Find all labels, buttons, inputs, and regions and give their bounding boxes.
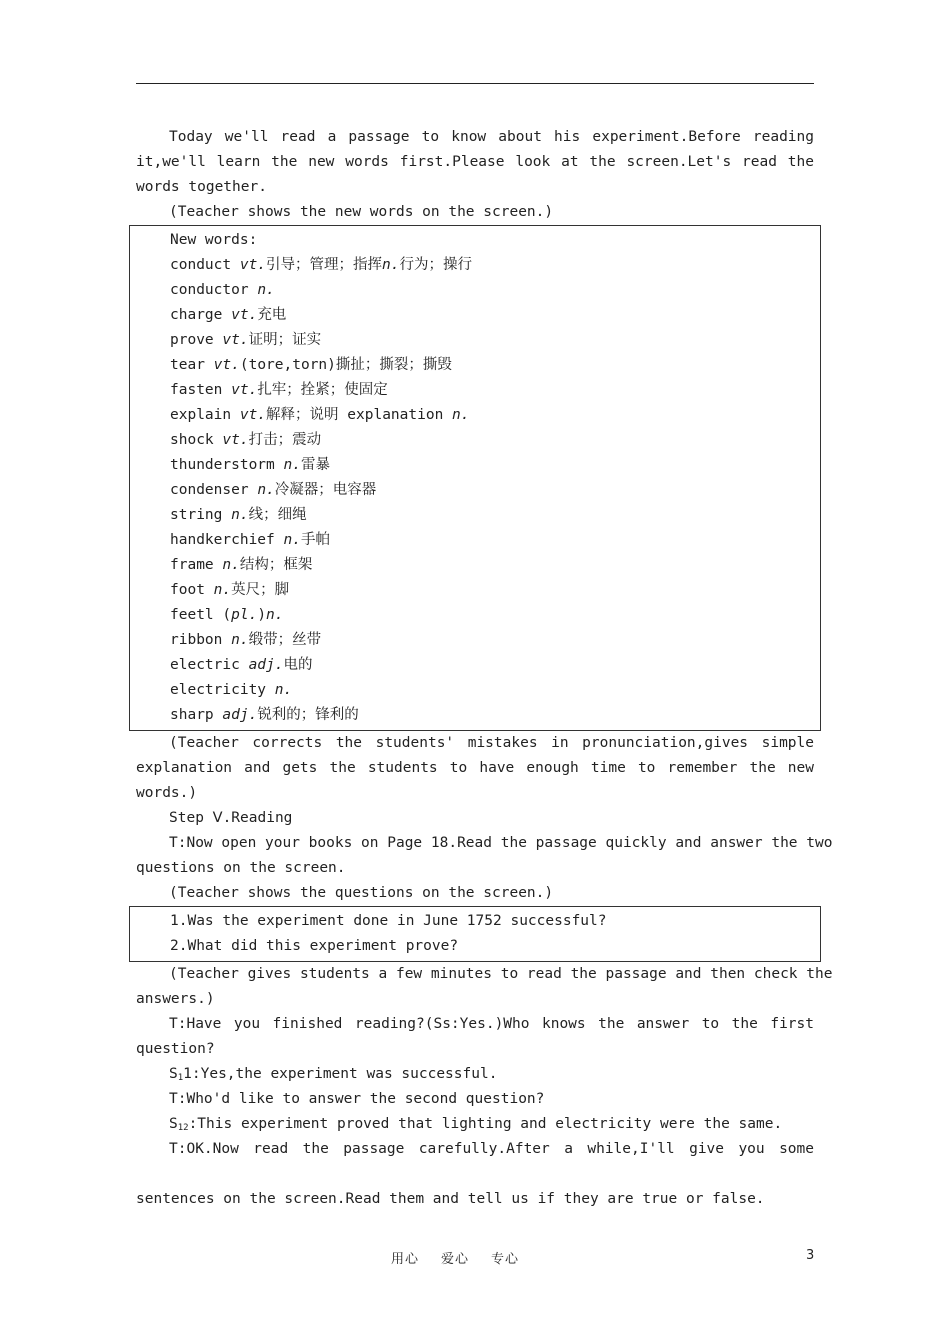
speaker-label: S [169, 1116, 178, 1132]
vocab-word: foot [170, 582, 214, 598]
vocab-item [170, 628, 820, 653]
gives-minutes-line-1: (Teacher gives students a few minutes to read the passage and then check the [169, 966, 833, 982]
ok-now-line-2: sentences on the screen.Read them and tell us if they are true or false. [136, 1191, 765, 1207]
vocab-word: sharp [170, 707, 223, 723]
note-shows-words: (Teacher shows the new words on the screen.) [169, 204, 554, 220]
vocab-word: thunderstorm [170, 457, 284, 473]
part-of-speech: vt. [222, 432, 249, 448]
meaning: 缎带；丝带 [248, 632, 322, 648]
new-words-heading: New words: [170, 232, 258, 248]
open-books-line-1: T:Now open your books on Page 18.Read the passage quickly and answer the two [169, 835, 833, 851]
speaker-subscript: 1 [177, 1073, 184, 1083]
vocab-item [170, 403, 820, 428]
part-of-speech: vt. [231, 307, 258, 323]
part-of-speech: n. [452, 407, 470, 423]
vocab-word: fasten [170, 382, 232, 398]
intro-line-2: it,we'll learn the new words first.Please look at the screen.Let's read the [136, 154, 814, 170]
vocab-item [170, 428, 820, 453]
vocab-word: string [170, 507, 232, 523]
vocab-word: conduct [170, 257, 240, 273]
meaning: 锐利的；锋利的 [257, 707, 359, 723]
new-words-box [129, 225, 821, 731]
vocab-item [170, 528, 820, 553]
intro-line-3: words together. [136, 179, 267, 195]
motto-word: 爱心 [441, 1252, 470, 1267]
document-body [136, 125, 833, 1212]
speaker-subscript: 12 [177, 1123, 189, 1133]
step-heading: Step Ⅴ.Reading [169, 810, 293, 826]
open-books-line-2: questions on the screen. [136, 860, 346, 876]
student-1-answer [136, 1062, 814, 1087]
meaning: 行为；操行 [399, 257, 473, 273]
vocab-word: charge [170, 307, 232, 323]
meaning: 证明；证实 [248, 332, 322, 348]
part-of-speech: adj. [248, 657, 284, 673]
meaning: ) [257, 607, 267, 623]
vocab-word: condenser [170, 482, 258, 498]
header-rule [136, 83, 814, 84]
vocab-word: electricity [170, 682, 275, 698]
corrects-line-1: (Teacher corrects the students' mistakes in pronunciation,gives simple [169, 735, 814, 751]
meaning: 电的 [283, 657, 313, 673]
page-number: 3 [806, 1248, 815, 1263]
part-of-speech: n. [274, 682, 293, 698]
vocab-word: feetl ( [170, 607, 232, 623]
vocab-word: tear [170, 357, 214, 373]
speaker-label: S [169, 1066, 178, 1082]
part-of-speech: n. [231, 632, 249, 648]
part-of-speech: vt. [239, 257, 267, 273]
teacher-second-question: T:Who'd like to answer the second question? [169, 1091, 545, 1107]
meaning: 充电 [257, 307, 287, 323]
meaning: 引导；管理；指挥 [266, 257, 383, 273]
part-of-speech: n. [382, 257, 400, 273]
answer-text: :This experiment proved that lighting and electricity were the same. [188, 1116, 783, 1132]
part-of-speech: n. [266, 607, 284, 623]
meaning: 雷暴 [300, 457, 330, 473]
vocab-item [170, 653, 820, 678]
meaning: 打击；震动 [248, 432, 322, 448]
motto-word: 用心 [391, 1252, 420, 1267]
vocab-word: electric [170, 657, 249, 673]
meaning: 解释；说明 explanation [266, 407, 453, 423]
part-of-speech: adj. [222, 707, 258, 723]
vocab-item [170, 678, 820, 703]
vocab-item [170, 253, 820, 278]
meaning: 英尺；脚 [231, 582, 290, 598]
vocab-item [170, 703, 820, 728]
vocab-item [170, 578, 820, 603]
vocab-word: shock [170, 432, 223, 448]
part-of-speech: vt. [231, 382, 258, 398]
vocab-item [170, 278, 820, 303]
vocab-item [170, 328, 820, 353]
part-of-speech: n. [283, 457, 301, 473]
part-of-speech: vt. [222, 332, 249, 348]
part-of-speech: n. [231, 507, 249, 523]
meaning: 冷凝器；电容器 [274, 482, 377, 498]
part-of-speech: vt. [213, 357, 240, 373]
question-2: 2.What did this experiment prove? [170, 938, 459, 954]
meaning: 手帕 [300, 532, 330, 548]
part-of-speech: n. [257, 282, 275, 298]
vocab-word: handkerchief [170, 532, 284, 548]
part-of-speech: n. [222, 557, 240, 573]
vocab-word: conductor [170, 282, 258, 298]
vocab-item [170, 353, 820, 378]
ok-now-line-1: T:OK.Now read the passage carefully.After a while,I'll give you some [169, 1141, 814, 1157]
part-of-speech: vt. [239, 407, 267, 423]
vocab-list [170, 253, 820, 728]
vocab-item [170, 303, 820, 328]
vocab-item [170, 453, 820, 478]
vocab-item [170, 378, 820, 403]
vocab-word: explain [170, 407, 240, 423]
vocab-item [170, 603, 820, 628]
corrects-line-3: words.) [136, 785, 198, 801]
vocab-item [170, 553, 820, 578]
questions-box [129, 906, 821, 962]
gives-minutes-line-2: answers.) [136, 991, 215, 1007]
part-of-speech: n. [283, 532, 301, 548]
part-of-speech: pl. [231, 607, 258, 623]
student-2-answer [136, 1112, 814, 1137]
meaning: 线；细绳 [248, 507, 307, 523]
footer-motto [391, 1248, 541, 1267]
have-you-line-2: question? [136, 1041, 215, 1057]
corrects-line-2: explanation and gets the students to have enough time to remember the new [136, 760, 814, 776]
question-1: 1.Was the experiment done in June 1752 successful? [170, 913, 607, 929]
vocab-word: prove [170, 332, 223, 348]
meaning: (tore,torn)撕扯；撕裂；撕毁 [239, 357, 452, 373]
part-of-speech: n. [213, 582, 232, 598]
vocab-word: ribbon [170, 632, 232, 648]
meaning: 结构；框架 [239, 557, 313, 573]
vocab-item [170, 503, 820, 528]
answer-text: 1:Yes,the experiment was successful. [183, 1066, 498, 1082]
meaning: 扎牢；拴紧；使固定 [257, 382, 388, 398]
note-shows-questions: (Teacher shows the questions on the screen.) [169, 885, 554, 901]
have-you-line-1: T:Have you finished reading?(Ss:Yes.)Who knows the answer to the first [169, 1016, 814, 1032]
part-of-speech: n. [257, 482, 275, 498]
intro-line-1: Today we'll read a passage to know about his experiment.Before reading [169, 129, 814, 145]
vocab-word: frame [170, 557, 223, 573]
motto-word: 专心 [491, 1252, 520, 1267]
vocab-item [170, 478, 820, 503]
